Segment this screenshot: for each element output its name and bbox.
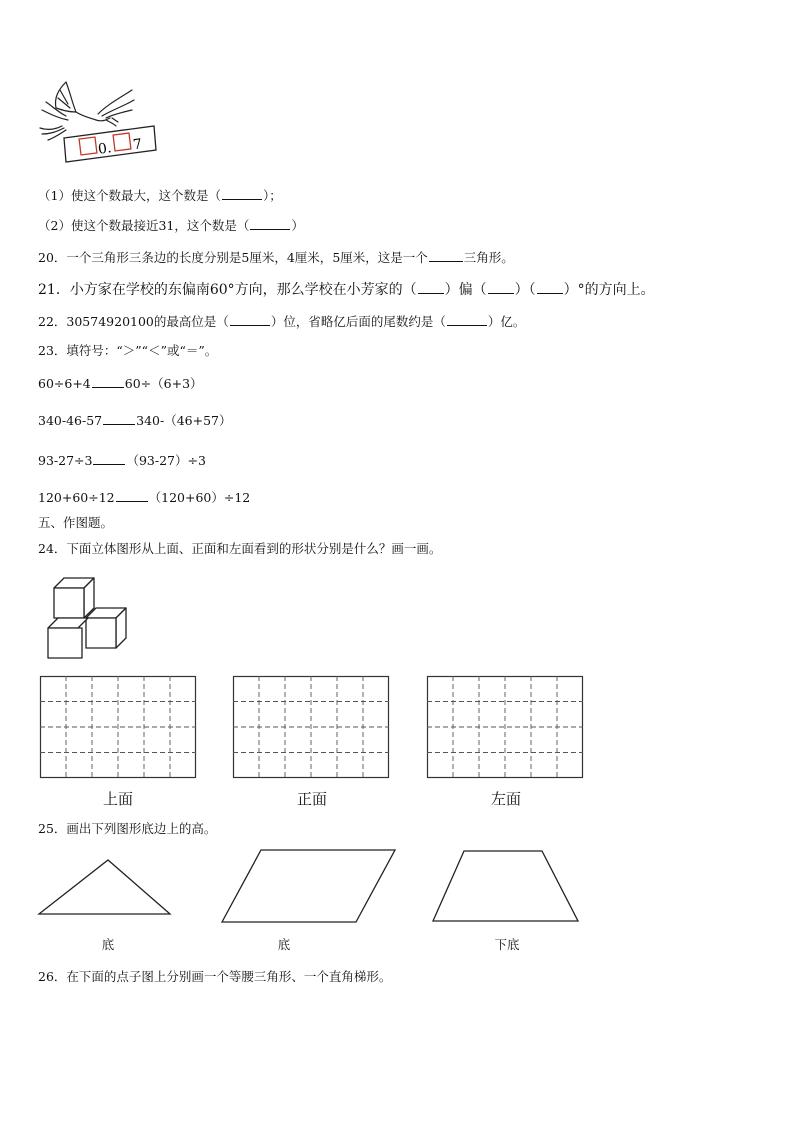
q21 [38, 280, 655, 299]
q23-row1-blank[interactable] [92, 374, 124, 388]
q23-row3-left: 93-27÷3 [38, 453, 93, 468]
q23-row3-blank[interactable] [93, 451, 125, 465]
cube-stack-figure [44, 574, 134, 660]
q22 [38, 312, 525, 331]
q23-row-4 [38, 488, 250, 507]
q22-text-a: 22．30574920100的最高位是（ [38, 314, 229, 329]
q23-row4-left: 120+60÷12 [38, 490, 115, 505]
q19-p1-prefix: （1）使这个数最大，这个数是（ [38, 188, 221, 203]
caption-top-view: 上面 [102, 790, 133, 808]
bird-card-illustration [36, 76, 156, 174]
q21-blank-2[interactable] [488, 280, 514, 294]
grid-left-view[interactable] [427, 676, 583, 778]
q19-part2 [38, 216, 304, 235]
card-middle-text: 0. [97, 140, 113, 158]
parallelogram-figure[interactable] [221, 848, 397, 924]
q21-text-d: ）°的方向上。 [563, 282, 655, 298]
q20 [38, 248, 514, 267]
card-end-text: 7 [132, 136, 143, 154]
q23-title: 23．填符号：“＞”“＜”或“＝”。 [38, 343, 218, 358]
q22-text-b: ）位，省略亿后面的尾数约是（ [270, 314, 446, 329]
q20-prefix: 20．一个三角形三条边的长度分别是5厘米，4厘米，5厘米，这是一个 [38, 250, 428, 265]
trapezoid-figure[interactable] [432, 849, 580, 923]
q23-row2-right: 340-（46+57） [136, 413, 232, 428]
grid-front-view[interactable] [233, 676, 389, 778]
q23-row1-left: 60÷6+4 [38, 376, 91, 391]
q22-text-c: ）亿。 [487, 314, 526, 329]
q23-row2-blank[interactable] [103, 411, 135, 425]
grid-top-view[interactable] [40, 676, 196, 778]
q19-p1-blank[interactable] [222, 186, 262, 200]
section-5-heading: 五、作图题。 [38, 515, 114, 530]
triangle-figure[interactable] [38, 858, 172, 916]
q23-row4-right: （120+60）÷12 [148, 490, 251, 505]
q25-title: 25．画出下列图形底边上的高。 [38, 821, 217, 836]
q19-part1 [38, 186, 282, 205]
q21-text-b: ）偏（ [444, 282, 487, 298]
trapezoid-base-label: 下底 [494, 937, 520, 952]
q23-row-3 [38, 451, 206, 470]
q21-blank-1[interactable] [418, 280, 444, 294]
q23-row3-right: （93-27）÷3 [126, 453, 206, 468]
q22-blank-1[interactable] [230, 312, 270, 326]
caption-left-view: 左面 [490, 790, 521, 808]
q23-row1-right: 60÷（6+3） [124, 376, 203, 391]
q21-blank-3[interactable] [537, 280, 563, 294]
q19-p2-suffix: ） [291, 218, 304, 233]
q23-row4-blank[interactable] [116, 488, 148, 502]
q19-p2-blank[interactable] [250, 216, 290, 230]
number-card [64, 126, 156, 162]
q20-blank[interactable] [429, 248, 463, 262]
q23-row2-left: 340-46-57 [38, 413, 103, 428]
q21-text-c: ）（ [514, 282, 536, 298]
q19-p1-suffix: ）； [262, 188, 282, 203]
q23-row-2 [38, 411, 232, 430]
caption-front-view: 正面 [296, 790, 327, 808]
q23-row-1 [38, 374, 203, 393]
q26-title: 26．在下面的点子图上分别画一个等腰三角形、一个直角梯形。 [38, 969, 392, 984]
q21-text-a: 21．小方家在学校的东偏南60°方向，那么学校在小芳家的（ [38, 282, 417, 298]
triangle-base-label: 底 [101, 937, 115, 952]
q20-suffix: 三角形。 [463, 250, 514, 265]
q22-blank-2[interactable] [447, 312, 487, 326]
q19-p2-prefix: （2）使这个数最接近31，这个数是（ [38, 218, 250, 233]
parallelogram-base-label: 底 [277, 937, 291, 952]
q24-title: 24．下面立体图形从上面、正面和左面看到的形状分别是什么？画一画。 [38, 541, 442, 556]
